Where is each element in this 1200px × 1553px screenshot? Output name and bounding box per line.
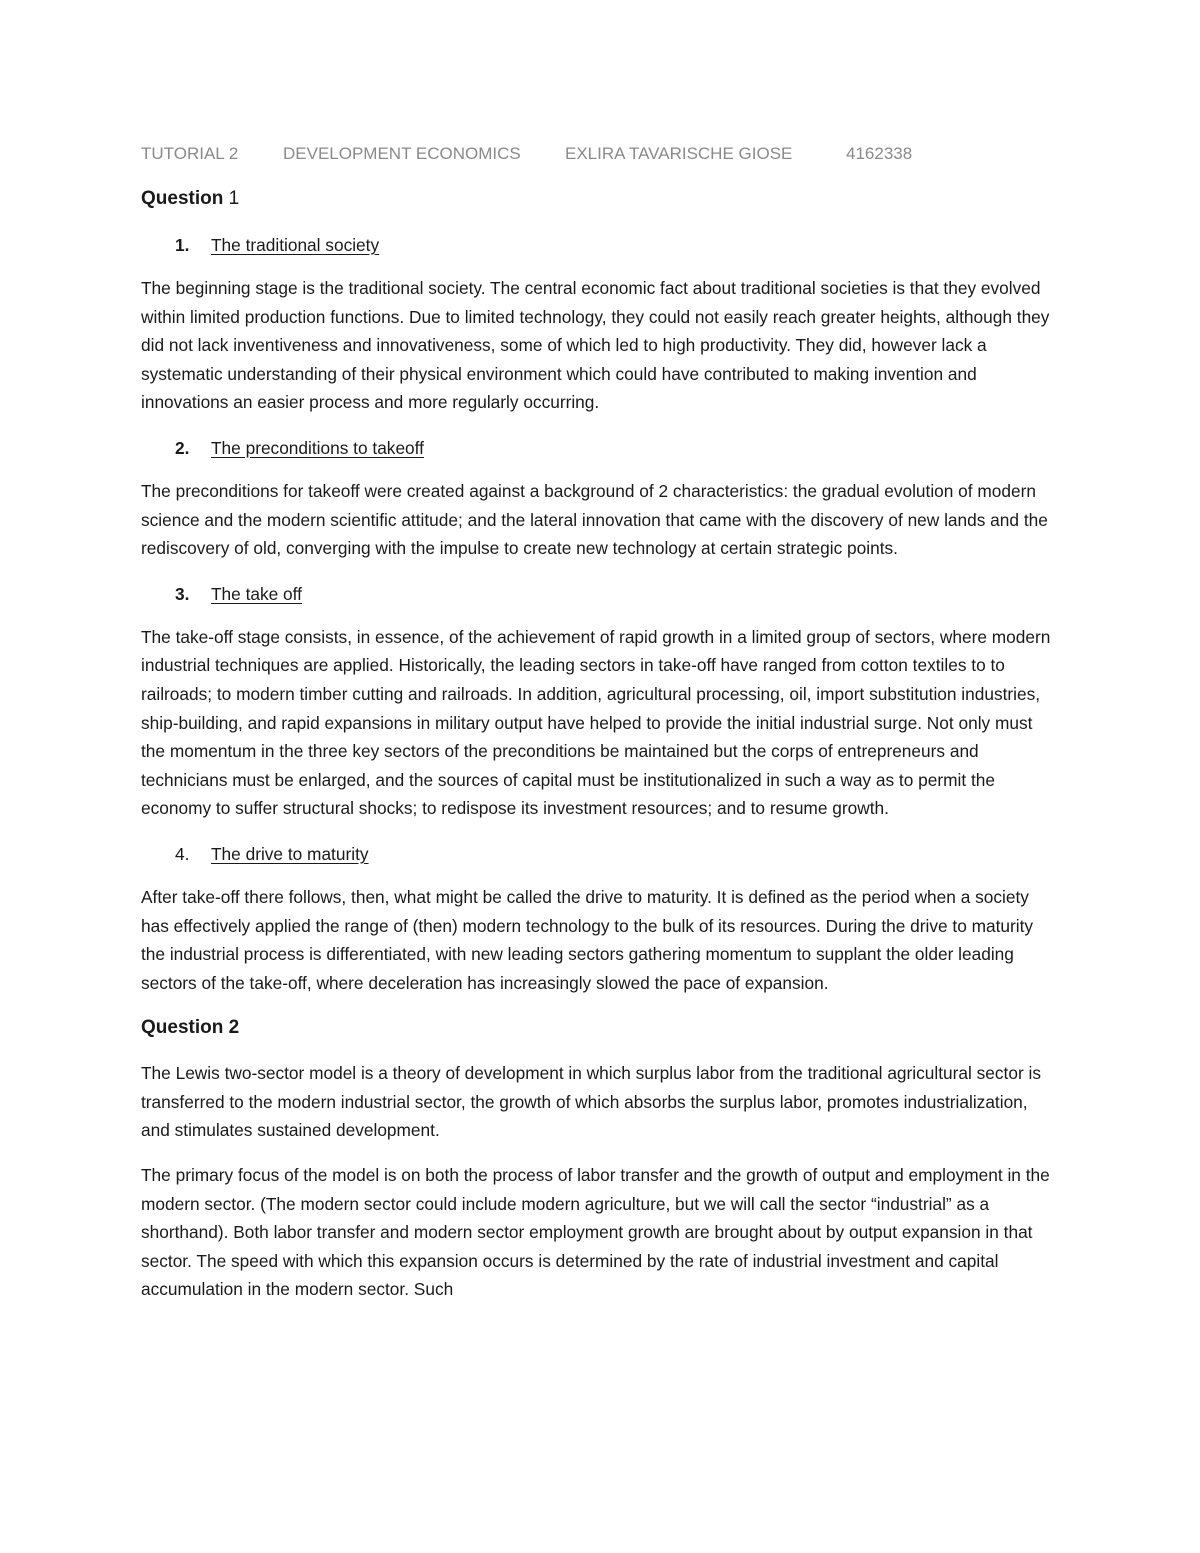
question-2-paragraph-1: The Lewis two-sector model is a theory of development in which surplus labor from the traditional agricultural sector is transferred to the modern industrial sector, the growth of which absorbs the surplus labor, promotes industrialization, and stimulates sustained development. <box>141 1063 1041 1141</box>
section-title: The drive to maturity <box>211 843 369 864</box>
question-2-label: Question <box>141 1017 224 1039</box>
question-2-paragraph-2: The primary focus of the model is on both the process of labor transfer and the growth of output and employment in the modern sector. (The modern sector could include modern agriculture, but we will call the sector “industrial” as a shorthand). Both labor transfer and modern sector employment growth are brought about by output expansion in that sector. The speed with which this expansion occurs is determined by the rate of industrial investment and capital accumulation in the modern sector. Such <box>141 1165 1050 1300</box>
header-student-id: 4162338 <box>846 144 913 163</box>
section-number: 1. <box>175 235 190 255</box>
section-title: The take off <box>211 583 302 604</box>
header-student-name: EXLIRA TAVARISCHE GIOSE <box>565 144 793 163</box>
section-number: 4. <box>175 843 190 864</box>
header-tutorial: TUTORIAL 2 <box>141 144 239 163</box>
header-course: DEVELOPMENT ECONOMICS <box>283 144 521 163</box>
document-header <box>141 144 1041 170</box>
question-1-heading <box>141 184 1061 214</box>
question-1-label: Question <box>141 188 224 209</box>
section-number: 3. <box>175 583 190 604</box>
section-title: The preconditions to takeoff <box>211 437 424 458</box>
document-body <box>141 184 1061 1320</box>
section-heading-2 <box>141 433 1061 463</box>
question-2-number: 2 <box>228 1017 240 1039</box>
section-heading-1 <box>141 230 1061 260</box>
section-paragraph-4: After take-off there follows, then, what might be called the drive to maturity. It is defined as the period when a society has effectively applied the range of (then) modern technology to the bulk of its resources. During the drive to maturity the industrial process is differentiated, with new leading sectors gathering momentum to supplant the older leading sectors of the take-off, where deceleration has increasingly slowed the pace of expansion. <box>141 886 1034 993</box>
question-2-heading <box>141 1013 1061 1043</box>
section-paragraph-2: The preconditions for takeoff were created against a background of 2 characteristics: the gradual evolution of modern science and the modern scientific attitude; and the lateral innovation that came with the discovery of new lands and the rediscovery of old, converging with the impulse to create new technology at certain strategic points. <box>141 480 1048 559</box>
section-heading-3 <box>141 579 1061 609</box>
section-title: The traditional society <box>211 235 380 255</box>
section-number: 2. <box>175 437 190 458</box>
section-paragraph-1: The beginning stage is the traditional society. The central economic fact about traditional societies is that they evolved within limited production functions. Due to limited technology, they could not easily reach greater heights, although they did not lack inventiveness and innovativeness, some of which led to high productivity. They did, however lack a systematic understanding of their physical environment which could have contributed to making invention and innovations an easier process and more regularly occurring. <box>141 278 1050 413</box>
section-paragraph-3: The take-off stage consists, in essence, of the achievement of rapid growth in a limited group of sectors, where modern industrial techniques are applied. Historically, the leading sectors in take-off have ranged from cotton textiles to to railroads; to modern timber cutting and railroads. In addition, agricultural processing, oil, import substitution industries, ship-building, and rapid expansions in military output have helped to provide the initial industrial surge. Not only must the momentum in the three key sectors of the preconditions be maintained but the corps of entrepreneurs and technicians must be enlarged, and the sources of capital must be institutionalized in such a way as to permit the economy to suffer structural shocks; to redispose its investment resources; and to resume growth. <box>141 626 1051 819</box>
question-1-number: 1 <box>228 188 240 209</box>
section-heading-4 <box>141 839 1061 869</box>
